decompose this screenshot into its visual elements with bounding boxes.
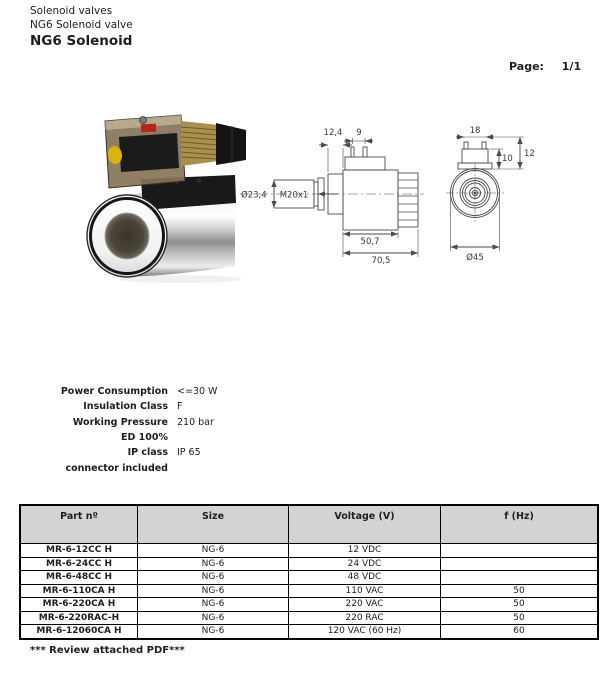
table-row (21, 584, 598, 598)
size-cell: NG-6 (138, 544, 289, 558)
parts-table (20, 505, 598, 639)
spec-label: Working Pressure (72, 416, 168, 428)
spec-value: F (177, 401, 183, 413)
spec-row (24, 430, 217, 445)
spec-row (24, 399, 217, 414)
pin (482, 142, 486, 149)
spec-label: Power Consumption (60, 386, 168, 398)
col-header-voltage: Voltage (V) (289, 506, 441, 544)
spec-label: connector included (65, 462, 168, 474)
spec-row (24, 384, 217, 399)
spec-row (24, 445, 217, 460)
din-connector-red-detail (141, 124, 156, 133)
dim-coil-diameter-label: Ø45 (466, 253, 484, 263)
dim-flange-label: 12,4 (323, 128, 343, 138)
table-row (21, 557, 598, 571)
voltage-cell: 110 VAC (289, 584, 441, 598)
spec-list (24, 384, 217, 476)
voltage-cell: 12 VDC (289, 544, 441, 558)
col-header-frequency: f (Hz) (441, 506, 598, 544)
coil-outline (343, 170, 398, 230)
dim-block-height-label: 10 (502, 154, 513, 164)
part-number: MR-6-12060CA H (21, 625, 138, 639)
spec-row (24, 460, 217, 475)
frequency-cell: 60 (441, 625, 598, 639)
page-title: NG6 Solenoid (30, 33, 133, 49)
coil-hole (105, 213, 149, 259)
category-label: Solenoid valves (30, 5, 113, 17)
header (30, 4, 133, 50)
frequency-cell (441, 544, 598, 558)
size-cell: NG-6 (138, 571, 289, 585)
din-connector-screw (140, 117, 147, 124)
dim-total-height-label: 12 (524, 149, 535, 159)
connector-block (345, 157, 385, 170)
subtitle-label: NG6 Solenoid valve (30, 19, 133, 31)
table-row (21, 611, 598, 625)
spec-label: ED 100% (120, 432, 168, 444)
spec-value: <=30 W (177, 386, 218, 398)
din-connector-inner (119, 133, 179, 172)
table-row (21, 598, 598, 612)
voltage-cell: 220 RAC (289, 611, 441, 625)
spec-value: 210 bar (177, 416, 214, 428)
voltage-cell: 220 VAC (289, 598, 441, 612)
base-detail (197, 179, 201, 183)
voltage-cell: 48 VDC (289, 571, 441, 585)
voltage-cell: 24 VDC (289, 557, 441, 571)
frequency-cell (441, 557, 598, 571)
spec-value: IP 65 (177, 447, 201, 459)
size-cell: NG-6 (138, 557, 289, 571)
size-cell: NG-6 (138, 611, 289, 625)
voltage-cell: 120 VAC (60 Hz) (289, 625, 441, 639)
dim-total-length-label: 70,5 (371, 256, 391, 266)
col-header-part: Part nº (21, 506, 138, 544)
page-number (509, 60, 581, 73)
table-header-row (21, 506, 598, 544)
pin (464, 142, 468, 149)
dim-connector-width-label: 18 (469, 126, 481, 136)
table-row (21, 625, 598, 639)
review-note: *** Review attached PDF*** (30, 645, 185, 656)
frequency-cell: 50 (441, 584, 598, 598)
end-cap (398, 173, 418, 227)
pin (351, 147, 354, 157)
thread-size-label: M20x1 (279, 190, 309, 201)
col-header-size: Size (138, 506, 289, 544)
dim-body-length-label: 50,7 (360, 237, 380, 247)
part-number: MR-6-110CA H (21, 584, 138, 598)
part-number: MR-6-12CC H (21, 544, 138, 558)
connector-block-front (462, 149, 488, 163)
part-number: MR-6-48CC H (21, 571, 138, 585)
dim-thread-diameter-label: Ø23,4 (241, 190, 267, 201)
size-cell: NG-6 (138, 598, 289, 612)
pin (363, 147, 367, 157)
table-row (21, 571, 598, 585)
size-cell: NG-6 (138, 584, 289, 598)
page-number-value: 1/1 (561, 60, 582, 73)
part-number: MR-6-220CA H (21, 598, 138, 612)
end-cap-ribs (398, 180, 418, 220)
page-number-label: Page: (509, 60, 544, 73)
part-number: MR-6-24CC H (21, 557, 138, 571)
dim-pin-spacing-label: 9 (356, 128, 362, 138)
spec-label: IP class (127, 447, 168, 459)
size-cell: NG-6 (138, 625, 289, 639)
spec-label: Insulation Class (83, 401, 168, 413)
frequency-cell: 50 (441, 611, 598, 625)
frequency-cell: 50 (441, 598, 598, 612)
part-number: MR-6-220RAC-H (21, 611, 138, 625)
spec-row (24, 415, 217, 430)
product-photo (85, 103, 255, 285)
table-row (21, 544, 598, 558)
frequency-cell (441, 571, 598, 585)
technical-drawing (240, 120, 600, 275)
